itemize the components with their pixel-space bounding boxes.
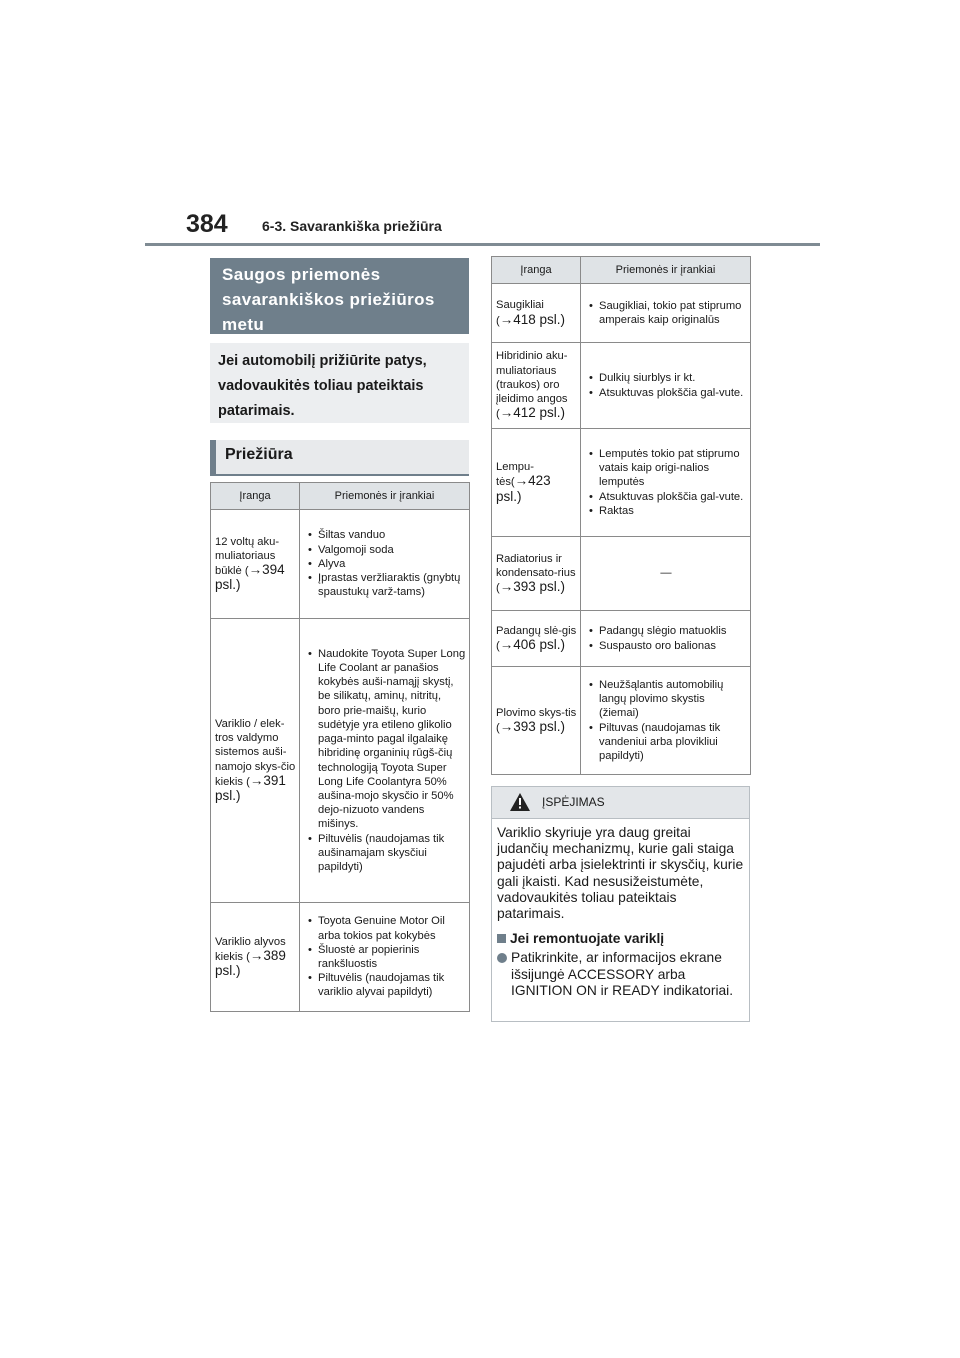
- list-item: • Atsuktuvas plokščia gal-vute.: [599, 490, 747, 504]
- warning-subheading: Jei remontuojate variklį: [497, 931, 745, 947]
- equipment-cell: Saugikliai (→418 psl.): [492, 284, 581, 343]
- page-number: 384: [186, 210, 228, 238]
- column-header-tools: Priemonės ir įrankiai: [581, 257, 751, 284]
- equipment-cell: Lempu-tės(→423 psl.): [492, 429, 581, 537]
- table-row: [492, 611, 751, 667]
- equipment-cell: Plovimo skys-tis (→393 psl.): [492, 667, 581, 775]
- tools-cell-empty: —: [581, 537, 751, 611]
- maintenance-table-right: [491, 256, 751, 775]
- header-divider: [145, 243, 820, 246]
- page-reference: →389 psl.): [215, 947, 286, 979]
- list-item: • Šluostė ar popierinis rankšluostis: [318, 943, 466, 971]
- tools-cell: [300, 619, 470, 903]
- column-header-equipment: Įranga: [211, 483, 300, 510]
- tools-cell: [581, 611, 751, 667]
- page-reference: →393 psl.): [499, 719, 566, 734]
- table-row: [211, 903, 470, 1012]
- list-item: • Lemputės tokio pat stiprumo vatais kaip origi-nalios lemputės: [599, 447, 747, 490]
- list-item: • Alyva: [318, 557, 466, 571]
- list-item: • Įprastas veržliaraktis (gnybtų spaustukų varž-tams): [318, 571, 466, 599]
- list-item: • Piltuvėlis (naudojamas tik variklio alyvai papildyti): [318, 971, 466, 999]
- list-item: • Piltuvėlis (naudojamas tik aušinamajam skysčiui papildyti): [318, 832, 466, 875]
- tools-cell: [300, 510, 470, 619]
- tools-cell: [581, 667, 751, 775]
- list-item: • Neužšąlantis automobilių langų plovimo skystis (žiemai): [599, 678, 747, 721]
- tools-cell: [300, 903, 470, 1012]
- intro-text: Jei automobilį prižiūrite patys, vadovaukitės toliau pateiktais patarimais.: [210, 343, 469, 423]
- list-item: • Valgomoji soda: [318, 543, 466, 557]
- list-item: • Naudokite Toyota Super Long Life Coolant ar panašios kokybės auši-namąjį skystį, be silikatų, aminų, nitritų, boro prie-maišų, kurio sudėtyje yra etileno glikolio paga-minto pagal ilgalaikę hibridinę organinių rūgš-čių technologiją Toyota Super Long Life Coolantyra 50% aušina-mojo skysčio ir 50% dejo-nizuoto vandens mišinys.: [318, 647, 466, 832]
- equipment-cell: Variklio alyvos kiekis (→389 psl.): [211, 903, 300, 1012]
- page-reference: →393 psl.): [499, 579, 566, 595]
- subheading-divider: [210, 474, 469, 476]
- table-row: [492, 343, 751, 429]
- equipment-cell: Radiatorius ir kondensato-rius (→393 psl.): [492, 537, 581, 611]
- warning-body: Variklio skyriuje yra daug greitai judančių mechanizmų, kurie gali staiga pajudėti arba įsielektrinti ir skysčių, kurie gali įkaisti. Kad nesusižeistumėte, vadovaukitės toliau pateiktais patarimais.: [497, 825, 744, 922]
- list-item: • Saugikliai, tokio pat stiprumo amperais kaip originalūs: [599, 299, 747, 327]
- list-item: • Atsuktuvas plokščia gal-vute.: [599, 386, 747, 400]
- equipment-cell: Padangų slė-gis (→406 psl.): [492, 611, 581, 667]
- equipment-cell: 12 voltų aku-muliatoriaus būklė (→394 psl.): [211, 510, 300, 619]
- list-item: • Dulkių siurblys ir kt.: [599, 371, 747, 385]
- page-reference: →394 psl.): [215, 562, 285, 593]
- page-reference: →412 psl.): [499, 405, 566, 421]
- maintenance-table-left: [210, 482, 470, 1012]
- subheading-maintenance: Priežiūra: [210, 440, 469, 474]
- list-item: • Šiltas vanduo: [318, 528, 466, 542]
- warning-item: Patikrinkite, ar informacijos ekrane išsijungė ACCESSORY arba IGNITION ON ir READY indikatoriai.: [497, 950, 745, 999]
- page-reference: →406 psl.): [499, 637, 566, 652]
- tools-cell: [581, 343, 751, 429]
- list-item: • Suspausto oro balionas: [599, 639, 747, 653]
- column-header-equipment: Įranga: [492, 257, 581, 284]
- table-row: [492, 537, 751, 611]
- warning-header: [492, 787, 749, 819]
- table-row: [492, 429, 751, 537]
- list-item: • Raktas: [599, 504, 747, 518]
- list-item: • Toyota Genuine Motor Oil arba tokios pat kokybės: [318, 914, 466, 942]
- warning-title: ĮSPĖJIMAS: [542, 795, 605, 809]
- page-reference: →423 psl.): [496, 473, 551, 504]
- column-header-tools: Priemonės ir įrankiai: [300, 483, 470, 510]
- table-row: [211, 510, 470, 619]
- equipment-cell: Variklio / elek-tros valdymo sistemos auši-namojo skys-čio kiekis (→391 psl.): [211, 619, 300, 903]
- list-item: • Piltuvas (naudojamas tik vandeniui arba plovikliui papildyti): [599, 721, 747, 764]
- table-row: [211, 619, 470, 903]
- section-title: 6-3. Savarankiška priežiūra: [262, 218, 442, 234]
- warning-triangle-icon: [510, 793, 530, 811]
- page-reference: →418 psl.): [499, 311, 566, 327]
- table-row: [492, 284, 751, 343]
- topic-title: Saugos priemonės savarankiškos priežiūros metu: [210, 258, 469, 334]
- page-reference: →391 psl.): [215, 772, 286, 803]
- list-item: • Padangų slėgio matuoklis: [599, 624, 747, 638]
- tools-cell: [581, 429, 751, 537]
- circle-bullet-icon: [497, 953, 507, 963]
- tools-cell: [581, 284, 751, 343]
- square-bullet-icon: [497, 934, 506, 943]
- warning-box: [491, 786, 750, 1022]
- equipment-cell: Hibridinio aku-muliatoriaus (traukos) oro įleidimo angos (→412 psl.): [492, 343, 581, 429]
- table-row: [492, 667, 751, 775]
